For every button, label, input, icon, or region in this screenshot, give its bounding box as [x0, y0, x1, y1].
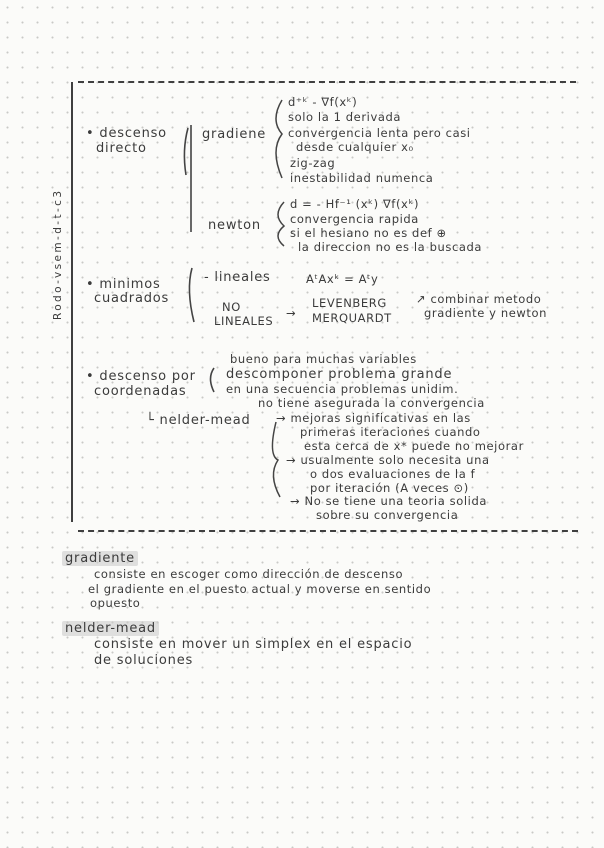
- nelder-item-7: → No se tiene una teoria solida: [290, 494, 487, 508]
- definition-gradiente-line-3: opuesto: [90, 596, 141, 610]
- brace-coordenadas: [211, 368, 215, 392]
- newton-item-1: d = - Hf⁻¹ (xᵏ) ∇f(xᵏ): [290, 197, 420, 211]
- coordenadas-note-2: descomponer problema grande: [226, 367, 453, 382]
- fork-gradiente: [276, 100, 282, 178]
- coordenadas-note-3: en una secuencia problemas unidim.: [226, 382, 459, 396]
- nelder-item-2: primeras iteraciones cuando: [300, 425, 481, 439]
- nelder-mead-label: └ nelder-mead: [146, 413, 251, 428]
- method-name-1: LEVENBERG: [312, 296, 387, 310]
- gradiente-item-4: desde cualquier x₀: [296, 140, 414, 154]
- minimos-label-1: • minimos: [86, 277, 161, 292]
- nelder-item-5: o dos evaluaciones de la f: [310, 467, 476, 481]
- gradiente-item-1: d⁺ᵏ - ∇f(xᵏ): [288, 95, 358, 109]
- definition-nelder-line-2: de soluciones: [94, 653, 194, 668]
- descenso-directo-label-2: directo: [96, 141, 147, 156]
- coordenadas-note-4: no tiene asegurada la convergencia: [258, 396, 485, 410]
- gradiente-item-6: inestabilidad numenca: [290, 171, 434, 185]
- lineales-label: - lineales: [204, 270, 271, 285]
- fork-newton: [278, 202, 284, 246]
- side-title: Rodo-vsem-d-t-c3: [52, 188, 64, 320]
- definition-nelder-term: nelder-mead: [62, 622, 159, 635]
- nelder-item-8: sobre su convergencia: [316, 508, 459, 522]
- method-name-2: MERQUARDT: [312, 311, 392, 325]
- lineales-equation: AᵗAxᵏ = Aᵗy: [306, 272, 379, 286]
- top-dashed-rule: [78, 81, 576, 83]
- newton-item-2: convergencia rapida: [290, 212, 419, 226]
- nelder-item-4: → usualmente solo necesita una: [286, 453, 490, 467]
- gradiente-item-5: zig-zag: [290, 156, 336, 170]
- coordenadas-note-1: bueno para muchas variables: [230, 352, 417, 366]
- gradiente-label: gradiene: [202, 127, 267, 142]
- coordenadas-label-1: • descenso por: [86, 369, 196, 384]
- nelder-item-6: por iteración (A veces ⊙): [310, 481, 469, 495]
- coordenadas-label-2: coordenadas: [94, 384, 187, 399]
- definition-gradiente-line-2: el gradiente en el puesto actual y moverse en sentido: [88, 582, 432, 596]
- no-lineales-label-1: NO: [222, 300, 241, 314]
- newton-label: newton: [208, 218, 261, 233]
- definition-gradiente-line-1: consiste en escoger como dirección de descenso: [94, 567, 404, 581]
- nelder-item-1: → mejoras significativas en las: [276, 411, 471, 425]
- brace-minimos: [189, 268, 194, 322]
- brace-descenso: [184, 128, 188, 175]
- gradiente-item-2: solo la 1 derivada: [288, 110, 402, 124]
- minimos-label-2: cuadrados: [94, 291, 170, 306]
- definition-gradiente-term: gradiente: [62, 552, 138, 565]
- nelder-item-3: esta cerca de x* puede no mejorar: [304, 439, 524, 453]
- newton-item-3: si el hesiano no es def ⊕: [290, 226, 447, 240]
- combine-note-1: ↗ combinar metodo: [416, 292, 542, 306]
- descenso-directo-label-1: • descenso: [86, 126, 167, 141]
- bottom-dashed-rule: [78, 530, 578, 532]
- no-lineales-label-2: LINEALES: [214, 314, 274, 328]
- arrow-right-icon: →: [286, 306, 297, 320]
- fork-nelder: [272, 422, 280, 497]
- newton-item-4: la direccion no es la buscada: [298, 240, 483, 254]
- gradiente-item-3: convergencia lenta pero casi: [288, 126, 471, 140]
- combine-note-2: gradiente y newton: [424, 306, 548, 320]
- definition-nelder-line-1: consiste en mover un simplex en el espacio: [94, 637, 413, 652]
